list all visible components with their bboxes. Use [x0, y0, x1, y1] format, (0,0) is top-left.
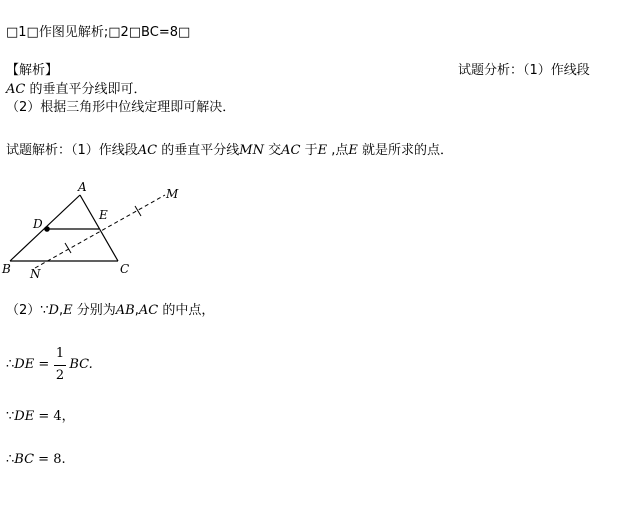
label-d: D	[33, 217, 43, 231]
var-ac: AC	[281, 143, 301, 158]
fraction-denominator: 2	[55, 368, 65, 383]
var-ac: AC	[6, 82, 26, 97]
analysis-line-1	[6, 82, 146, 98]
because-symbol: ∵	[6, 409, 15, 424]
analysis-tag: 【解析】	[6, 63, 59, 78]
equation-bc-8	[6, 452, 66, 468]
analysis-line-1-text: 的垂直平分线即可．	[25, 82, 147, 97]
var-e: E	[317, 143, 328, 158]
var-de: DE	[14, 357, 35, 372]
fraction-bar	[54, 365, 66, 366]
part2-statement	[6, 303, 214, 319]
analysis-intro: 试题分析：（1）作线段	[458, 63, 590, 78]
var-bc: BC.	[69, 357, 93, 372]
solution-part-1	[6, 143, 453, 159]
label-a: A	[78, 180, 87, 194]
equals-sign: =	[34, 357, 54, 372]
solution-text-4: 于	[300, 143, 318, 158]
bisector-mn	[35, 195, 165, 268]
solution-text-5: ,点	[327, 143, 349, 158]
var-bc: BC	[14, 452, 35, 467]
var-e: E	[348, 143, 358, 158]
var-d: D	[48, 303, 59, 318]
var-ab: AB	[115, 303, 135, 318]
var-e: E	[63, 303, 73, 318]
var-ac: AC	[137, 143, 158, 158]
therefore-symbol: ∴	[6, 452, 15, 467]
equation-value: = 8.	[34, 452, 66, 467]
analysis-line-2: （2）根据三角形中位线定理即可解决．	[6, 100, 236, 115]
var-de: DE	[14, 409, 35, 424]
solution-text-3: 交	[263, 143, 282, 158]
triangle-figure	[0, 175, 200, 285]
var-mn: MN	[239, 143, 264, 158]
fraction-numerator: 1	[55, 346, 65, 361]
label-n: N	[30, 267, 41, 281]
part2-text-1: （2）∵	[6, 303, 49, 318]
side-ac	[80, 195, 118, 261]
label-m: M	[166, 187, 179, 201]
solution-text-2: 的垂直平分线	[157, 143, 240, 158]
equation-de-half-bc	[6, 357, 93, 373]
var-ac: AC	[138, 303, 159, 318]
equation-de-4	[6, 409, 75, 425]
answer-summary: □1□作图见解析;□2□BC=8□	[6, 25, 191, 40]
label-e: E	[99, 208, 108, 222]
arc-mark-lower	[65, 243, 71, 253]
part2-sep-2: ,	[134, 303, 139, 318]
part2-text-3: 的中点，	[158, 303, 215, 318]
label-c: C	[120, 262, 130, 276]
therefore-symbol: ∴	[6, 357, 15, 372]
solution-text-6: 就是所求的点．	[357, 143, 453, 158]
part2-text-2: 分别为	[72, 303, 116, 318]
part2-sep-1: ,	[58, 303, 64, 318]
solution-text-1: 试题解析：（1）作线段	[6, 143, 138, 158]
label-b: B	[2, 262, 11, 276]
point-d	[44, 226, 50, 232]
equation-value: = 4，	[34, 409, 75, 424]
